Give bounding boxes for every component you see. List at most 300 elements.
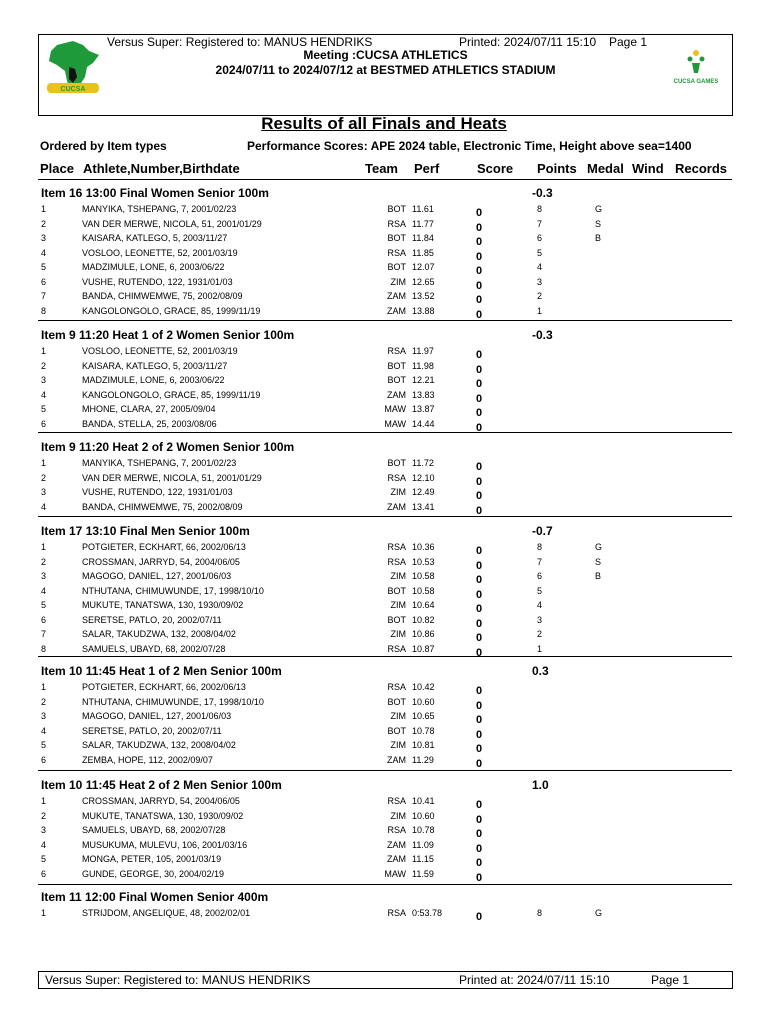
cell-team: BOT <box>387 262 406 272</box>
cell-team: RSA <box>387 542 406 552</box>
event-wind: 1.0 <box>532 778 549 792</box>
cell-athlete: MANYIKA, TSHEPANG, 7, 2001/02/23 <box>82 204 237 214</box>
cell-score: 0 <box>476 911 483 923</box>
cell-points: 7 <box>537 556 543 567</box>
cell-score: 0 <box>476 308 483 321</box>
result-row <box>38 542 732 556</box>
cell-score: 0 <box>476 828 483 840</box>
cell-athlete: VAN DER MERWE, NICOLA, 51, 2001/01/29 <box>82 218 262 229</box>
cell-perf: 11.59 <box>412 868 434 879</box>
cell-athlete: MADZIMULE, LONE, 6, 2003/06/22 <box>82 262 225 272</box>
cell-perf: 10.81 <box>412 740 435 750</box>
section-divider <box>38 656 732 657</box>
event-title: Item 10 11:45 Heat 1 of 2 Men Senior 100m <box>41 664 282 678</box>
cell-perf: 14.44 <box>412 418 435 429</box>
cell-score: 0 <box>476 617 483 630</box>
result-row <box>38 404 732 418</box>
cell-medal: B <box>595 571 602 581</box>
result-row <box>38 277 732 291</box>
cell-score: 0 <box>476 294 483 306</box>
cell-place: 7 <box>41 629 47 639</box>
event-wind: -0.3 <box>532 328 553 342</box>
cell-perf: 12.07 <box>412 262 435 272</box>
cell-place: 3 <box>41 825 47 835</box>
footer-page: Page 1 <box>651 973 690 987</box>
games-emblem-icon <box>668 45 724 95</box>
cell-place: 4 <box>41 725 47 736</box>
cell-place: 2 <box>41 218 47 229</box>
event-title: Item 11 12:00 Final Women Senior 400m <box>41 890 269 904</box>
section-divider <box>38 432 732 433</box>
cell-place: 5 <box>41 262 47 272</box>
cell-place: 1 <box>41 458 47 468</box>
meeting-name: Meeting :CUCSA ATHLETICS <box>303 48 468 62</box>
result-row <box>38 502 732 516</box>
result-row <box>38 586 732 600</box>
cell-perf: 10.53 <box>412 556 435 567</box>
cell-team: ZIM <box>390 571 406 581</box>
cell-place: 5 <box>41 740 47 750</box>
result-row <box>38 908 732 922</box>
cell-perf: 10.65 <box>412 711 435 721</box>
result-row <box>38 557 732 571</box>
section-divider <box>38 320 732 321</box>
cell-team: ZIM <box>390 740 406 750</box>
cell-score: 0 <box>476 279 483 292</box>
cell-place: 2 <box>41 810 47 821</box>
cell-team: RSA <box>387 825 406 835</box>
cell-place: 6 <box>41 614 47 625</box>
result-row <box>38 854 732 868</box>
cell-athlete: KAISARA, KATLEGO, 5, 2003/11/27 <box>82 360 228 371</box>
result-row <box>38 825 732 839</box>
cell-score: 0 <box>476 349 483 361</box>
cell-medal: G <box>595 542 603 552</box>
cell-points: 5 <box>537 585 543 596</box>
cell-perf: 10.82 <box>412 614 435 625</box>
cell-team: BOT <box>387 458 406 468</box>
cell-athlete: MUKUTE, TANATSWA, 130, 1930/09/02 <box>82 600 244 610</box>
cell-place: 5 <box>41 854 47 864</box>
cell-team: ZAM <box>387 754 406 765</box>
cell-place: 1 <box>41 796 47 806</box>
cell-perf: 10.86 <box>412 629 435 639</box>
cell-score: 0 <box>476 461 483 473</box>
cell-athlete: POTGIETER, ECKHART, 66, 2002/06/13 <box>82 542 246 552</box>
cell-score: 0 <box>476 574 483 586</box>
cell-team: ZIM <box>390 276 406 287</box>
cell-team: ZAM <box>387 501 406 512</box>
cell-place: 3 <box>41 375 47 385</box>
cell-score: 0 <box>476 250 483 263</box>
cell-place: 4 <box>41 585 47 596</box>
cell-score: 0 <box>476 685 483 697</box>
cell-team: ZAM <box>387 839 406 850</box>
cell-team: RSA <box>387 218 406 229</box>
cell-perf: 10.42 <box>412 682 435 692</box>
cell-medal: S <box>595 556 602 567</box>
cell-perf: 10.60 <box>412 696 435 707</box>
cell-team: ZAM <box>387 854 406 864</box>
cell-athlete: NTHUTANA, CHIMUWUNDE, 17, 1998/10/10 <box>82 696 264 707</box>
cell-team: ZAM <box>387 291 406 301</box>
cell-perf: 10.78 <box>412 725 435 736</box>
cell-athlete: BANDA, CHIMWEMWE, 75, 2002/08/09 <box>82 291 243 301</box>
cell-athlete: MAGOGO, DANIEL, 127, 2001/06/03 <box>82 711 232 721</box>
cell-team: ZIM <box>390 629 406 639</box>
cell-score: 0 <box>476 743 483 755</box>
cell-place: 4 <box>41 247 47 258</box>
cell-athlete: SERETSE, PATLO, 20, 2002/07/11 <box>82 614 222 625</box>
cell-team: MAW <box>384 418 406 429</box>
cell-perf: 11.98 <box>412 360 434 371</box>
cell-team: ZIM <box>390 810 406 821</box>
report-header <box>38 34 733 116</box>
footer-registered: Versus Super: Registered to: MANUS HENDRIKS <box>45 973 311 987</box>
event-wind: -0.7 <box>532 524 553 538</box>
cell-score: 0 <box>476 207 483 219</box>
cell-athlete: CROSSMAN, JARRYD, 54, 2004/06/05 <box>82 556 240 567</box>
cell-place: 2 <box>41 696 47 707</box>
cell-place: 5 <box>41 600 47 610</box>
cell-score: 0 <box>476 757 483 770</box>
cell-perf: 11.29 <box>412 754 434 765</box>
cell-points: 2 <box>537 629 543 639</box>
result-row <box>38 219 732 233</box>
result-row <box>38 615 732 629</box>
cell-perf: 11.77 <box>412 218 434 229</box>
cell-athlete: VOSLOO, LEONETTE, 52, 2001/03/19 <box>82 346 238 356</box>
cell-perf: 12.49 <box>412 487 435 497</box>
result-row <box>38 361 732 375</box>
cell-score: 0 <box>476 559 483 572</box>
event-title: Item 17 13:10 Final Men Senior 100m <box>41 524 250 538</box>
cell-place: 7 <box>41 291 47 301</box>
cell-score: 0 <box>476 871 483 884</box>
cell-score: 0 <box>476 545 483 557</box>
cell-perf: 0:53.78 <box>412 908 443 918</box>
cell-points: 1 <box>537 305 543 316</box>
cell-athlete: KAISARA, KATLEGO, 5, 2003/11/27 <box>82 233 228 243</box>
printed-text: Printed: 2024/07/11 15:10 <box>459 35 597 49</box>
cell-perf: 10.64 <box>412 600 435 610</box>
event-title: Item 9 11:20 Heat 1 of 2 Women Senior 100m <box>41 328 295 342</box>
cell-team: BOT <box>387 375 406 385</box>
cell-athlete: MONGA, PETER, 105, 2001/03/19 <box>82 854 222 864</box>
cell-score: 0 <box>476 714 483 726</box>
cell-athlete: GUNDE, GEORGE, 30, 2004/02/19 <box>82 868 225 879</box>
cell-athlete: MANYIKA, TSHEPANG, 7, 2001/02/23 <box>82 458 237 468</box>
cell-place: 8 <box>41 305 47 316</box>
cell-perf: 11.61 <box>412 204 434 214</box>
cell-score: 0 <box>476 857 483 869</box>
result-row <box>38 458 732 472</box>
cell-place: 6 <box>41 754 47 765</box>
result-row <box>38 755 732 769</box>
cell-score: 0 <box>476 588 483 601</box>
event-wind: -0.3 <box>532 186 553 200</box>
cell-team: BOT <box>387 233 406 243</box>
cell-athlete: SAMUELS, UBAYD, 68, 2002/07/28 <box>82 825 226 835</box>
result-row <box>38 291 732 305</box>
cell-points: 6 <box>537 571 543 581</box>
footer-printed: Printed at: 2024/07/11 15:10 <box>459 973 610 987</box>
cell-team: BOT <box>387 360 406 371</box>
cell-perf: 13.41 <box>412 501 435 512</box>
cell-score: 0 <box>476 421 483 434</box>
cell-perf: 11.72 <box>412 458 434 468</box>
cell-athlete: CROSSMAN, JARRYD, 54, 2004/06/05 <box>82 796 240 806</box>
result-row <box>38 869 732 883</box>
cell-score: 0 <box>476 221 483 234</box>
cell-team: ZAM <box>387 389 406 400</box>
cell-place: 6 <box>41 276 47 287</box>
cell-team: BOT <box>387 204 406 214</box>
page-number: Page 1 <box>609 35 648 49</box>
cell-athlete: MHONE, CLARA, 27, 2005/09/04 <box>82 404 216 414</box>
registered-text: Versus Super: Registered to: MANUS HENDRIKS <box>107 35 373 49</box>
cell-perf: 10.58 <box>412 585 435 596</box>
col-athlete: Athlete,Number,Birthdate <box>83 161 240 176</box>
cell-points: 4 <box>537 600 543 610</box>
cell-athlete: ZEMBA, HOPE, 112, 2002/09/07 <box>82 754 213 765</box>
cell-perf: 12.10 <box>412 472 435 483</box>
result-row <box>38 629 732 643</box>
cell-points: 8 <box>537 908 543 918</box>
cell-athlete: VUSHE, RUTENDO, 122, 1931/01/03 <box>82 487 233 497</box>
cell-team: BOT <box>387 696 406 707</box>
cell-athlete: MADZIMULE, LONE, 6, 2003/06/22 <box>82 375 225 385</box>
performance-scores: Performance Scores: APE 2024 table, Electronic Time, Height above sea=1400 <box>247 139 692 153</box>
result-row <box>38 390 732 404</box>
cell-perf: 11.84 <box>412 233 434 243</box>
cell-athlete: BANDA, CHIMWEMWE, 75, 2002/08/09 <box>82 501 243 512</box>
cell-place: 1 <box>41 346 47 356</box>
col-perf: Perf <box>414 161 440 176</box>
cell-team: RSA <box>387 796 406 806</box>
cell-place: 4 <box>41 389 47 400</box>
cell-score: 0 <box>476 646 483 659</box>
result-row <box>38 600 732 614</box>
cell-team: RSA <box>387 908 406 918</box>
result-row <box>38 473 732 487</box>
col-wind: Wind <box>632 161 664 176</box>
cell-athlete: KANGOLONGOLO, GRACE, 85, 1999/11/19 <box>82 305 261 316</box>
cell-athlete: VUSHE, RUTENDO, 122, 1931/01/03 <box>82 276 233 287</box>
col-records: Records <box>675 161 728 176</box>
cell-place: 3 <box>41 487 47 497</box>
cell-perf: 13.87 <box>412 404 435 414</box>
report-footer <box>38 971 733 989</box>
result-row <box>38 262 732 276</box>
cell-points: 6 <box>537 233 543 243</box>
cell-points: 4 <box>537 262 543 272</box>
cell-team: RSA <box>387 682 406 692</box>
result-row <box>38 571 732 585</box>
cell-place: 6 <box>41 868 47 879</box>
cell-points: 2 <box>537 291 543 301</box>
cell-score: 0 <box>476 378 483 390</box>
cell-athlete: MAGOGO, DANIEL, 127, 2001/06/03 <box>82 571 232 581</box>
col-place: Place <box>40 161 74 176</box>
cell-score: 0 <box>476 407 483 419</box>
cell-place: 2 <box>41 472 47 483</box>
cell-medal: G <box>595 204 603 214</box>
cell-medal: B <box>595 233 602 243</box>
cell-perf: 11.15 <box>412 854 434 864</box>
result-row <box>38 419 732 433</box>
page-title: Results of all Finals and Heats <box>261 114 507 133</box>
cell-athlete: KANGOLONGOLO, GRACE, 85, 1999/11/19 <box>82 389 261 400</box>
cell-team: MAW <box>384 404 406 414</box>
cell-score: 0 <box>476 236 483 248</box>
cell-perf: 10.36 <box>412 542 435 552</box>
cell-athlete: MUSUKUMA, MULEVU, 106, 2001/03/16 <box>82 839 248 850</box>
cell-team: BOT <box>387 585 406 596</box>
cell-team: ZIM <box>390 600 406 610</box>
cell-team: RSA <box>387 643 406 654</box>
cell-points: 1 <box>537 643 543 654</box>
cell-place: 4 <box>41 839 47 850</box>
cell-score: 0 <box>476 363 483 376</box>
cell-athlete: SERETSE, PATLO, 20, 2002/07/11 <box>82 725 222 736</box>
logo-text: CUCSA <box>60 86 86 93</box>
cell-perf: 10.60 <box>412 810 435 821</box>
cell-perf: 10.87 <box>412 643 435 654</box>
cell-perf: 10.58 <box>412 571 435 581</box>
result-row <box>38 346 732 360</box>
cell-score: 0 <box>476 265 483 277</box>
cell-place: 1 <box>41 542 47 552</box>
cell-team: RSA <box>387 247 406 258</box>
event-title: Item 16 13:00 Final Women Senior 100m <box>41 186 269 200</box>
cell-athlete: POTGIETER, ECKHART, 66, 2002/06/13 <box>82 682 246 692</box>
cell-place: 2 <box>41 360 47 371</box>
cell-athlete: SAMUELS, UBAYD, 68, 2002/07/28 <box>82 643 226 654</box>
event-title: Item 9 11:20 Heat 2 of 2 Women Senior 100m <box>41 440 295 454</box>
result-row <box>38 740 732 754</box>
section-divider <box>38 516 732 517</box>
cell-perf: 12.65 <box>412 276 435 287</box>
cell-place: 5 <box>41 404 47 414</box>
cell-perf: 11.09 <box>412 839 434 850</box>
cell-score: 0 <box>476 475 483 488</box>
cell-team: BOT <box>387 725 406 736</box>
cell-score: 0 <box>476 603 483 615</box>
cell-place: 3 <box>41 571 47 581</box>
cell-score: 0 <box>476 799 483 811</box>
event-wind: 0.3 <box>532 664 549 678</box>
result-row <box>38 796 732 810</box>
cell-place: 1 <box>41 204 47 214</box>
col-team: Team <box>365 161 398 176</box>
games-logo-text: CUCSA GAMES <box>673 79 719 85</box>
cell-score: 0 <box>476 728 483 741</box>
result-row <box>38 248 732 262</box>
cell-points: 8 <box>537 204 543 214</box>
cell-score: 0 <box>476 813 483 826</box>
result-row <box>38 811 732 825</box>
cell-perf: 11.85 <box>412 247 434 258</box>
cell-athlete: VAN DER MERWE, NICOLA, 51, 2001/01/29 <box>82 472 262 483</box>
cell-place: 3 <box>41 233 47 243</box>
cell-perf: 10.41 <box>412 796 435 806</box>
cell-place: 4 <box>41 501 47 512</box>
col-points: Points <box>537 161 577 176</box>
cell-place: 2 <box>41 556 47 567</box>
cucsa-games-logo <box>668 45 724 95</box>
cell-perf: 11.97 <box>412 346 434 356</box>
col-medal: Medal <box>587 161 624 176</box>
cell-place: 3 <box>41 711 47 721</box>
cell-points: 8 <box>537 542 543 552</box>
result-row <box>38 375 732 389</box>
cell-athlete: MUKUTE, TANATSWA, 130, 1930/09/02 <box>82 810 244 821</box>
cell-place: 8 <box>41 643 47 654</box>
cell-athlete: SALAR, TAKUDZWA, 132, 2008/04/02 <box>82 629 236 639</box>
cell-athlete: VOSLOO, LEONETTE, 52, 2001/03/19 <box>82 247 238 258</box>
cell-athlete: STRIJDOM, ANGELIQUE, 48, 2002/02/01 <box>82 908 251 918</box>
cell-perf: 13.83 <box>412 389 435 400</box>
result-row <box>38 840 732 854</box>
result-row <box>38 711 732 725</box>
cell-team: MAW <box>384 868 406 879</box>
section-divider <box>38 884 732 885</box>
section-divider <box>38 770 732 771</box>
cell-perf: 10.78 <box>412 825 435 835</box>
event-title: Item 10 11:45 Heat 2 of 2 Men Senior 100m <box>41 778 282 792</box>
column-headers <box>38 161 732 180</box>
cell-perf: 12.21 <box>412 375 435 385</box>
cell-team: ZIM <box>390 711 406 721</box>
col-score: Score <box>477 161 514 176</box>
meeting-dates: 2024/07/11 to 2024/07/12 at BESTMED ATHLETICS STADIUM <box>215 63 556 77</box>
cell-team: ZAM <box>387 305 406 316</box>
cell-perf: 13.52 <box>412 291 435 301</box>
cell-perf: 13.88 <box>412 305 435 316</box>
cell-points: 3 <box>537 276 543 287</box>
cell-score: 0 <box>476 392 483 405</box>
cell-score: 0 <box>476 842 483 855</box>
ordered-by: Ordered by Item types <box>40 139 167 153</box>
cell-points: 5 <box>537 247 543 258</box>
cell-athlete: SALAR, TAKUDZWA, 132, 2008/04/02 <box>82 740 236 750</box>
cell-athlete: NTHUTANA, CHIMUWUNDE, 17, 1998/10/10 <box>82 585 264 596</box>
cell-points: 7 <box>537 218 543 229</box>
cell-score: 0 <box>476 490 483 502</box>
result-row <box>38 306 732 320</box>
cell-points: 3 <box>537 614 543 625</box>
cell-athlete: BANDA, STELLA, 25, 2003/08/06 <box>82 418 217 429</box>
result-row <box>38 487 732 501</box>
cell-team: RSA <box>387 556 406 567</box>
cell-score: 0 <box>476 632 483 644</box>
result-row <box>38 726 732 740</box>
cell-place: 1 <box>41 682 47 692</box>
cell-score: 0 <box>476 504 483 517</box>
cell-place: 1 <box>41 908 47 918</box>
result-row <box>38 204 732 218</box>
result-row <box>38 697 732 711</box>
cell-medal: S <box>595 218 602 229</box>
cell-team: RSA <box>387 346 406 356</box>
cell-place: 6 <box>41 418 47 429</box>
result-row <box>38 682 732 696</box>
cell-medal: G <box>595 908 603 918</box>
cell-team: ZIM <box>390 487 406 497</box>
cell-score: 0 <box>476 699 483 712</box>
cell-team: RSA <box>387 472 406 483</box>
